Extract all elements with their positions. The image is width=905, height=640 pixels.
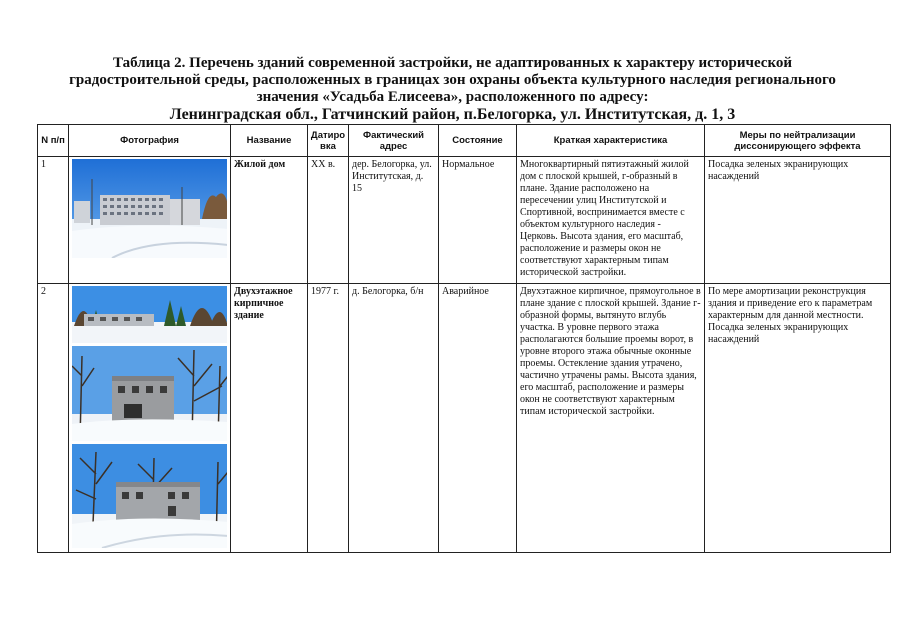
- header-name: Название: [231, 125, 308, 157]
- row-desc: Многоквартирный пятиэтажный жилой дом с плоской крышей, г-образный в плане. Здание расположено на пересечении улиц Институтской и Спортивной, воспринимается вместе с объектом культурного наследия - Церковь. Высота здания, его масштаб, расположение и размеры окон не соответствуют характерным типам исторической застройки.: [517, 157, 705, 284]
- table-row: [38, 284, 891, 553]
- row-state: Нормальное: [439, 157, 517, 284]
- row-measures: Посадка зеленых экранирующих насаждений: [705, 157, 891, 284]
- table-row: [38, 157, 891, 284]
- header-date: Датиро вка: [308, 125, 349, 157]
- row-state: Аварийное: [439, 284, 517, 553]
- table-header-row: [38, 125, 891, 157]
- photo-cell: [69, 157, 231, 284]
- photo-brick-building-side: [72, 346, 227, 441]
- header-photo: Фотография: [69, 125, 231, 157]
- buildings-table: [37, 124, 891, 553]
- photo-cell: [69, 284, 231, 553]
- title-line-1: Таблица 2. Перечень зданий современной застройки, не адаптированных к характеру исторической: [112, 55, 793, 71]
- title-line-3: значения «Усадьба Елисеева», расположенного по адресу:: [256, 89, 649, 105]
- header-address: Фактический адрес: [349, 125, 439, 157]
- row-address: д. Белогорка, б/н: [349, 284, 439, 553]
- title-line-2: градостроительной среды, расположенных в границах зон охраны объекта культурного наследия регионального: [69, 72, 836, 88]
- row-num: 1: [38, 157, 69, 284]
- row-date: 1977 г.: [308, 284, 349, 553]
- row-desc: Двухэтажное кирпичное, прямоугольное в плане здание с плоской крышей. Здание г-образной формы, вытянуто вглубь участка. В уровне первого этажа располагаются большие проемы ворот, в уровне второго этажа обычные оконные проемы. Остекление здания утрачено, частично утрачены рамы. Высота здания, его масштаб, расположение и размеры окон не соответствуют характерным типам исторической застройки.: [517, 284, 705, 553]
- header-state: Состояние: [439, 125, 517, 157]
- row-name: Жилой дом: [231, 157, 308, 284]
- row-num: 2: [38, 284, 69, 553]
- photo-apartment-building: [72, 159, 227, 258]
- row-measures: По мере амортизации реконструкция здания и приведение его к параметрам характерным для данной местности. Посадка зеленых экранирующих насаждений: [705, 284, 891, 553]
- row-name: Двухэтажное кирпичное здание: [231, 284, 308, 553]
- photo-brick-building-corner: [72, 444, 227, 548]
- row-date: XX в.: [308, 157, 349, 284]
- header-measures: Меры по нейтрализации диссонирующего эффекта: [705, 125, 891, 157]
- row-address: дер. Белогорка, ул. Институтская, д. 15: [349, 157, 439, 284]
- photo-brick-building-front: [72, 286, 227, 343]
- title-line-4: Ленинградская обл., Гатчинский район, п.Белогорка, ул. Институтская, д. 1, 3: [169, 106, 736, 123]
- header-num: N п/п: [38, 125, 69, 157]
- document-title: [40, 55, 865, 123]
- header-desc: Краткая характеристика: [517, 125, 705, 157]
